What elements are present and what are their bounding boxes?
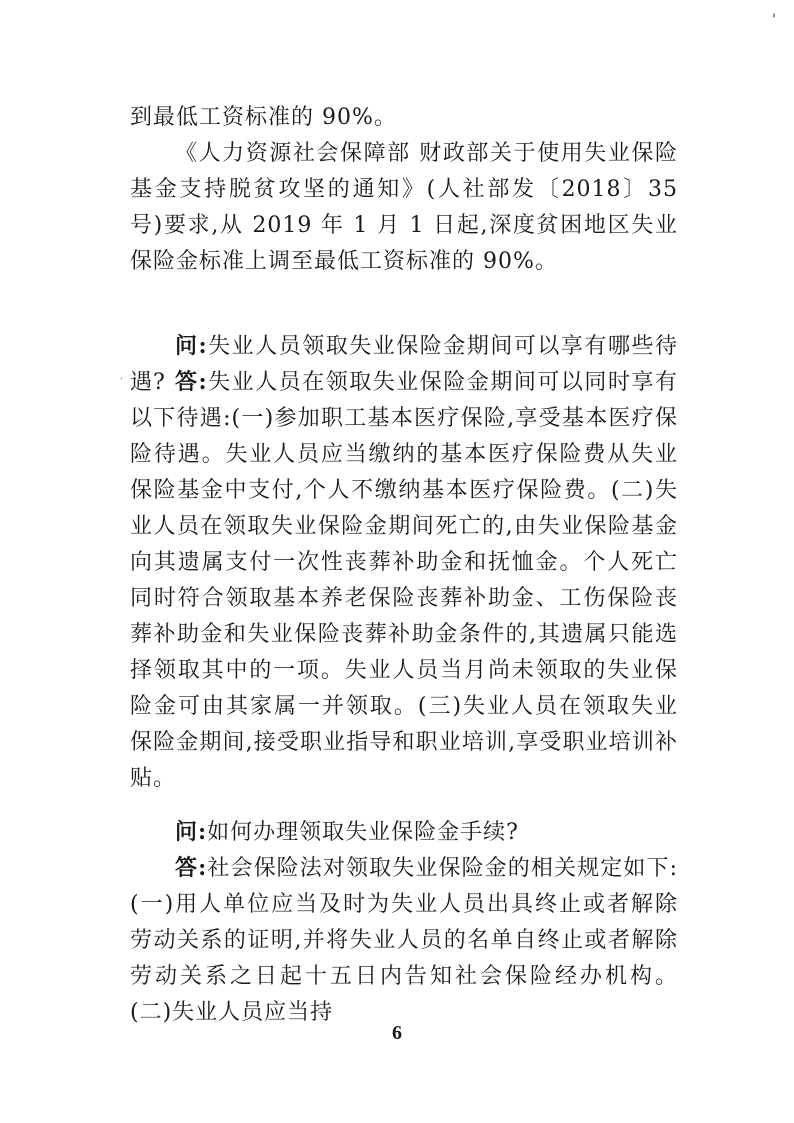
question-1-label: 问: <box>175 333 208 359</box>
answer-1-label: 答: <box>175 369 208 395</box>
question-2-text: 如何办理领取失业保险金手续? <box>207 820 519 845</box>
scan-stray-dot: · <box>120 374 124 385</box>
answer-1 <box>130 364 678 797</box>
answer-2 <box>130 850 678 1031</box>
answer-2-text: 社会保险法对领取失业保险金的相关规定如下:(一)用人单位应当及时为失业人员出具终止或者解除劳动关系的证明,并将失业人员的名单自终止或者解除劳动关系之日起十五日内告知社会保险经办机构。(二)失业人员应当持 <box>130 856 678 1025</box>
scan-corner-mark: ' <box>772 12 776 28</box>
question-1-text: 失业人员领取失业保险金期间可以享有哪些待遇? <box>130 334 678 395</box>
paragraph-continuation: 到最低工资标准的 90%。 <box>130 105 397 130</box>
paragraph-notice-reference: 《人力资源社会保障部 财政部关于使用失业保险基金支持脱贫攻坚的通知》(人社部发〔2018〕35 号)要求,从 2019 年 1 月 1 日起,深度贫困地区失业保险金标准上调至最低工资标准的 90%。 <box>130 141 678 274</box>
answer-2-label: 答: <box>175 855 208 881</box>
question-2-label: 问: <box>175 819 208 845</box>
question-2 <box>130 814 678 851</box>
page-number: 6 <box>392 1022 402 1044</box>
answer-1-text: 失业人员在领取失业保险金期间可以同时享有以下待遇:(一)参加职工基本医疗保险,享受基本医疗保险待遇。失业人员应当缴纳的基本医疗保险费从失业保险基金中支付,个人不缴纳基本医疗保险费。(二)失业人员在领取失业保险金期间死亡的,由失业保险基金向其遗属支付一次性丧葬补助金和抚恤金。个人死亡同时符合领取基本养老保险丧葬补助金、工伤保险丧葬补助金和失业保险丧葬补助金条件的,其遗属只能选择领取其中的一项。失业人员当月尚未领取的失业保险金可由其家属一并领取。(三)失业人员在领取失业保险金期间,接受职业指导和职业培训,享受职业培训补贴。 <box>130 370 678 791</box>
